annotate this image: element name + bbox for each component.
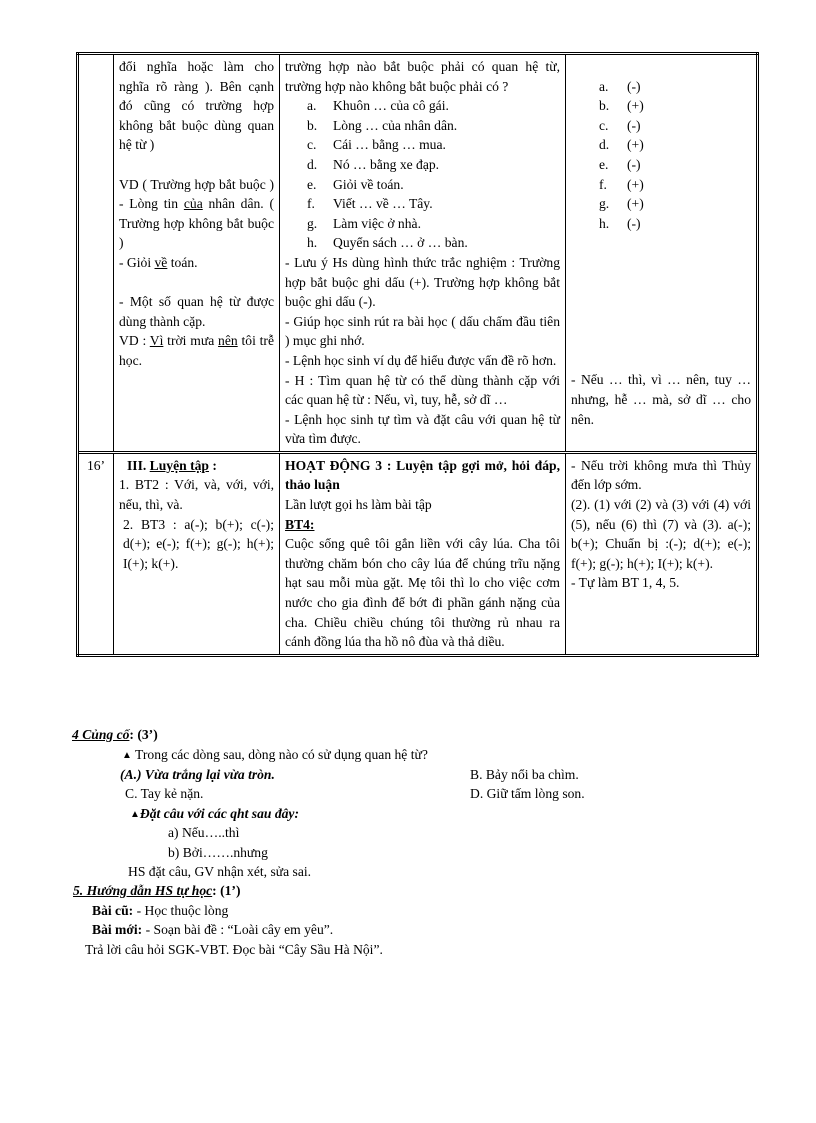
list-item: h. (-) [599,215,641,231]
table-row [78,452,758,655]
activity-note: - Giúp học sinh rút ra bài học ( dấu chấm đầu tiên ) mục ghi nhớ. [285,313,560,349]
list-item: b. Lòng … của nhân dân. [307,117,458,133]
option-a: (A.) Vừa trắng lại vừa tròn. [120,767,275,782]
activity-line: Lần lượt gọi hs làm bài tập [285,497,432,513]
list-item: a. (-) [599,78,641,94]
content-cell [114,54,280,453]
content-text: đổi nghĩa hoặc làm cho nghĩa rõ ràng ). Bên cạnh đó cũng có trường hợp không bắt buộc dùng quan hệ từ ) [119,59,274,153]
task-b: b) Bởi…….nhưng [168,845,268,860]
list-item: c. (-) [599,117,641,133]
list-item: a. Khuôn … của cô gái. [307,98,449,114]
instruction: Trả lời câu hỏi SGK-VBT. Đọc bài “Cây Sầu Hà Nội”. [85,942,383,957]
exercise-paragraph: Cuộc sống quê tôi gắn liền với cây lúa. Cha tôi thường chăm bón cho cây lúa để chúng trĩu nặng hạt sau mỗi mùa gặt. Mẹ tôi thì lo cho việc cơm nước cho gia đình để bớt đi phần gánh nặng của cha. Chiều chiều chúng tôi thường rủ nhau ra cánh đồng lúa tha hồ nô đùa và thả diều. [285,536,560,650]
task: ▲Đặt câu với các qht sau đây: [130,806,299,821]
answer-text: (2). (1) với (2) và (3) với (4) với (5), nếu (6) thì (7) và (3). a(-); b(+); Chuẩn bị :(-); d(+); e(-); f(+); g(-); h(+); I(+); k(+). [571,497,751,571]
pair-example: VD : Vì trời mưa nên tôi trễ học. [119,333,274,368]
activity-cell [280,54,566,453]
answer-pairs: - Nếu … thì, vì … nên, tuy … nhưng, hễ … mà, sở dĩ … cho nên. [571,372,751,427]
section-heading: III. Luyện tập : [127,457,217,473]
content-text: 1. BT2 : Với, và, với, với, nếu, thì, và. [119,477,274,513]
time-cell: 16’ [78,452,114,655]
triangle-bullet-icon: ▲ [122,750,132,761]
exercise-label: BT4: [285,516,315,532]
exercise-list [285,96,560,253]
triangle-bullet-icon: ▲ [130,809,140,820]
option-b: B. Bảy nổi ba chìm. [470,767,579,782]
answer-text: - Nếu trời không mưa thì Thủy đến lớp sớm. [571,457,751,493]
activity-note: - Lệnh học sinh ví dụ để hiểu được vấn đề rõ hơn. [285,352,557,368]
time-cell [78,54,114,453]
activity-note: - Lệnh học sinh tự tìm và đặt câu với quan hệ từ vừa tìm được. [285,411,560,447]
activity-heading: HOẠT ĐỘNG 3 : Luyện tập gợi mở, hỏi đáp, thảo luận [285,457,560,493]
option-d: D. Giữ tấm lòng son. [470,786,585,801]
list-item: g. Làm việc ở nhà. [307,215,421,231]
list-item: f. Viết … về … Tây. [307,196,433,212]
pair-intro: - Một số quan hệ từ được dùng thành cặp. [119,294,274,329]
section-title: 5. Hướng dẫn HS tự học: (1’) [73,883,241,898]
answer-text: - Tự làm BT 1, 4, 5. [571,575,680,591]
activity-note: - Lưu ý Hs dùng hình thức trắc nghiệm : Trường hợp bắt buộc ghi dấu (+). Trường hợp không bắt buộc ghi dấu (-). [285,254,560,310]
section-title: 4 Củng cố: (3’) [72,727,158,742]
activity-intro: trường hợp nào bắt buộc phải có quan hệ từ, trường hợp nào không bắt buộc phải có ? [285,59,560,94]
list-item: d. Nó … bằng xe đạp. [307,156,440,172]
activity-cell [280,452,566,655]
example-required: VD ( Trường hợp bắt buộc ) - Lòng tin của nhân dân. ( Trường hợp không bắt buộc ) [119,176,274,251]
list-item: g. (+) [599,196,644,212]
list-item: h. Quyển sách … ở … bàn. [307,235,468,251]
list-item: e. Giỏi về toán. [307,176,404,192]
option-c: C. Tay kẻ nặn. [125,786,204,801]
table-row [78,54,758,453]
list-item: b. (+) [599,98,644,114]
content-text: 2. BT3 : a(-); b(+); c(-); d(+); e(-); f(+); g(-); h(+); I(+); k(+). [123,516,274,571]
answer-list [571,77,751,234]
lesson-table [76,52,759,657]
answer-cell [566,452,758,655]
content-cell [114,452,280,655]
answer-cell [566,54,758,453]
note: HS đặt câu, GV nhận xét, sửa sai. [128,864,312,879]
new-lesson: Bài mới: - Soạn bài đề : “Loài cây em yêu”. [92,922,334,937]
old-lesson: Bài cũ: - Học thuộc lòng [92,903,229,918]
list-item: f. (+) [599,176,644,192]
activity-note: - H : Tìm quan hệ từ có thể dùng thành cặp với các quan hệ từ : Nếu, vì, tuy, hễ, sở dĩ … [285,372,560,408]
question: ▲ Trong các dòng sau, dòng nào có sử dụng quan hệ từ? [122,747,428,762]
list-item: d. (+) [599,137,644,153]
list-item: e. (-) [599,156,641,172]
task-a: a) Nếu…..thì [168,825,240,840]
example-optional: - Giỏi về toán. [119,254,198,270]
list-item: c. Cái … bằng … mua. [307,137,446,153]
